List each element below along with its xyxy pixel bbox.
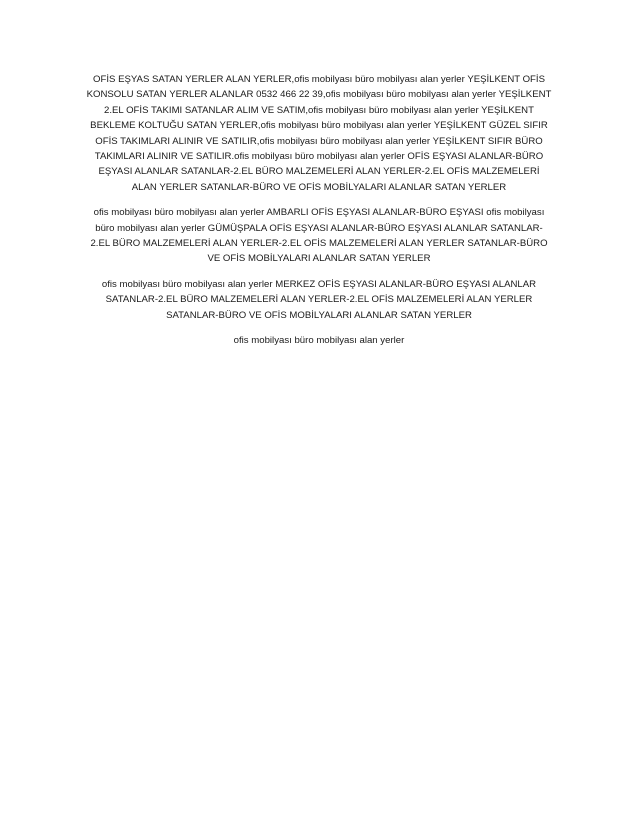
paragraph-3: ofis mobilyası büro mobilyası alan yerler MERKEZ OFİS EŞYASI ALANLAR-BÜRO EŞYASI ALANLAR SATANLAR-2.EL BÜRO MALZEMELERİ ALAN YERLER-2.EL OFİS MALZEMELERİ ALAN YERLER SATANLAR-BÜRO VE OFİS MOBİLYALARI ALANLAR SATAN YERLER	[101, 278, 537, 321]
paragraph-4: ofis mobilyası büro mobilyası alan yerler	[233, 335, 405, 347]
document-body	[86, 72, 552, 349]
paragraph-2: ofis mobilyası büro mobilyası alan yerler AMBARLI OFİS EŞYASI ALANLAR-BÜRO EŞYASI ofis mobilyası büro mobilyası alan yerler GÜMÜŞPALA OFİS EŞYASI ALANLAR-BÜRO EŞYASI ALANLAR SATANLAR-2.EL BÜRO MALZEMELERİ ALAN YERLER-2.EL OFİS MALZEMELERİ ALAN YERLER SATANLAR-BÜRO VE OFİS MOBİLYALARI ALANLAR SATAN YERLER	[90, 207, 548, 265]
paragraph-1: OFİS EŞYAS SATAN YERLER ALAN YERLER,ofis mobilyası büro mobilyası alan yerler YEŞİLKENT OFİS KONSOLU SATAN YERLER ALANLAR 0532 466 22 39,ofis mobilyası büro mobilyası alan yerler YEŞİLKENT 2.EL OFİS TAKIMI SATANLAR ALIM VE SATIM,ofis mobilyası büro mobilyası alan yerler YEŞİLKENT BEKLEME KOLTUĞU SATAN YERLER,ofis mobilyası büro mobilyası alan yerler YEŞİLKENT GÜZEL SIFIR OFİS TAKIMLARI ALINIR VE SATILIR,ofis mobilyası büro mobilyası alan yerler YEŞİLKENT SIFIR BÜRO TAKIMLARI ALINIR VE SATILIR.ofis mobilyası büro mobilyası alan yerler OFİS EŞYASI ALANLAR-BÜRO EŞYASI ALANLAR SATANLAR-2.EL BÜRO MALZEMELERİ ALAN YERLER-2.EL OFİS MALZEMELERİ ALAN YERLER SATANLAR-BÜRO VE OFİS MOBİLYALARI ALANLAR SATAN YERLER	[86, 74, 552, 193]
